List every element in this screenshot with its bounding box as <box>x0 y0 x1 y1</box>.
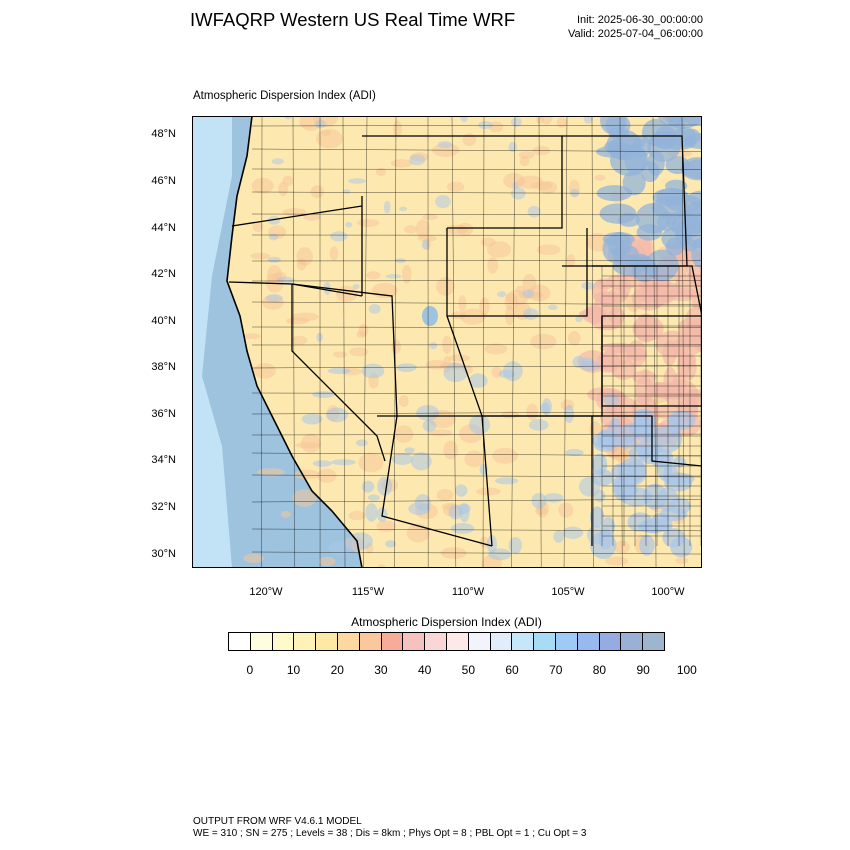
adi-patch <box>281 511 291 518</box>
adi-patch <box>672 213 702 238</box>
adi-patch <box>319 557 336 566</box>
legend-tick-label: 70 <box>549 663 563 677</box>
adi-patch <box>254 363 276 379</box>
legend-tick-label: 50 <box>461 663 476 677</box>
adi-patch <box>422 214 438 220</box>
adi-patch <box>301 433 321 453</box>
legend-colorbar <box>228 632 665 651</box>
adi-patch <box>487 241 511 258</box>
adi-patch <box>463 133 477 146</box>
adi-patch <box>353 284 360 289</box>
adi-patch <box>451 311 467 319</box>
adi-patch <box>501 411 519 418</box>
adi-patch <box>313 460 332 467</box>
adi-patch <box>632 256 657 282</box>
adi-patch <box>330 231 347 241</box>
adi-patch <box>411 452 432 470</box>
adi-patch <box>277 277 295 284</box>
adi-patch <box>312 391 335 398</box>
valid-time: Valid: 2025-07-04_06:00:00 <box>568 28 703 40</box>
adi-patch <box>343 189 351 194</box>
adi-patch <box>250 253 270 260</box>
adi-patch <box>278 182 288 196</box>
legend-swatch <box>229 633 251 650</box>
adi-patch <box>385 274 401 278</box>
adi-patch <box>438 141 453 148</box>
adi-patch <box>268 257 281 263</box>
adi-patch <box>315 120 327 129</box>
adi-patch <box>391 339 401 353</box>
adi-patch <box>311 185 325 198</box>
adi-patch <box>603 232 635 246</box>
latitude-label: 30°N <box>151 548 176 560</box>
latitude-label: 44°N <box>151 222 176 234</box>
adi-patch <box>348 511 365 520</box>
adi-patch <box>316 333 323 342</box>
adi-patch <box>394 425 413 442</box>
legend-swatch <box>447 633 469 650</box>
adi-patch <box>296 247 313 266</box>
legend-tick-label: 90 <box>636 663 650 677</box>
footer-config-line: WE = 310 ; SN = 275 ; Levels = 38 ; Dis = 8km ; Phys Opt = 8 ; PBL Opt = 1 ; Cu Opt = 3 <box>193 828 587 839</box>
adi-patch <box>455 484 468 496</box>
adi-patch <box>531 493 546 509</box>
latitude-label: 42°N <box>151 268 176 280</box>
adi-patch <box>422 306 438 326</box>
adi-patch <box>553 530 564 542</box>
adi-patch <box>357 219 380 227</box>
adi-patch <box>321 130 331 136</box>
adi-patch <box>548 305 557 310</box>
legend-tick-label: 100 <box>676 663 697 677</box>
adi-patch <box>495 477 518 484</box>
adi-patch <box>356 330 365 338</box>
adi-patch <box>286 317 309 324</box>
adi-patch <box>594 175 605 181</box>
adi-patch <box>445 225 469 235</box>
latitude-label: 32°N <box>151 501 176 513</box>
legend-tick-label: 60 <box>505 663 519 677</box>
adi-patch <box>416 405 439 421</box>
adi-patch <box>447 182 465 192</box>
adi-patch <box>376 521 396 533</box>
adi-patch <box>644 382 670 393</box>
adi-patch <box>575 316 583 322</box>
adi-patch <box>326 408 348 423</box>
adi-patch <box>449 354 471 361</box>
adi-patch <box>393 120 402 136</box>
adi-patch <box>557 117 568 128</box>
legend-tick-label: 80 <box>592 663 607 677</box>
longitude-label: 105°W <box>551 586 585 598</box>
adi-patch <box>523 308 539 320</box>
adi-patch <box>639 535 655 556</box>
adi-patch <box>660 517 673 532</box>
adi-patch <box>457 503 470 514</box>
adi-patch <box>429 342 437 349</box>
adi-patch <box>329 541 353 555</box>
legend-tick-label: 0 <box>246 663 254 677</box>
adi-patch <box>243 554 263 563</box>
adi-patch <box>257 468 285 476</box>
legend-swatch <box>360 633 382 650</box>
adi-patch <box>529 419 549 431</box>
adi-patch <box>675 557 688 564</box>
legend-tick-label: 40 <box>417 663 432 677</box>
legend-swatch <box>273 633 295 650</box>
latitude-label: 34°N <box>151 454 176 466</box>
adi-patch <box>404 225 417 233</box>
legend-swatch <box>556 633 578 650</box>
adi-patch <box>680 239 698 251</box>
adi-patch <box>478 121 493 129</box>
adi-patch <box>243 333 260 339</box>
adi-patch <box>302 413 323 424</box>
adi-patch <box>358 453 383 473</box>
adi-patch <box>356 439 368 446</box>
adi-patch <box>435 195 451 208</box>
adi-patch <box>592 432 621 449</box>
adi-patch <box>369 304 381 314</box>
legend-swatch <box>251 633 273 650</box>
adi-patch <box>451 523 474 534</box>
adi-patch <box>672 127 696 148</box>
adi-patch <box>595 278 615 289</box>
legend-swatch <box>403 633 425 650</box>
adi-patch <box>415 494 431 511</box>
adi-patch <box>684 389 699 404</box>
legend-tick-label: 20 <box>330 663 344 677</box>
adi-patch <box>537 244 561 255</box>
latitude-label: 48°N <box>151 128 176 140</box>
legend-swatch <box>469 633 491 650</box>
legend-swatch <box>534 633 556 650</box>
latitude-label: 46°N <box>151 175 176 187</box>
longitude-label: 115°W <box>351 586 385 598</box>
chart-title: IWFAQRP Western US Real Time WRF <box>190 9 516 30</box>
adi-patch <box>366 271 380 279</box>
legend-swatch <box>316 633 338 650</box>
adi-patch <box>509 537 522 554</box>
adi-patch <box>328 368 351 374</box>
adi-patch <box>488 548 511 560</box>
adi-patch <box>568 331 581 346</box>
adi-patch <box>437 489 454 501</box>
adi-patch <box>331 459 356 465</box>
adi-patch <box>266 294 283 302</box>
adi-patch <box>269 234 279 241</box>
adi-patch <box>487 257 498 274</box>
adi-patch <box>349 347 368 356</box>
adi-patch <box>484 344 507 355</box>
legend-title: Atmospheric Dispersion Index (ADI) <box>351 615 542 629</box>
adi-patch <box>511 187 525 199</box>
adi-patch <box>372 283 398 299</box>
adi-patch <box>464 450 484 467</box>
adi-patch <box>558 503 573 518</box>
adi-patch <box>612 477 629 487</box>
adi-patch <box>345 222 352 228</box>
adi-patch <box>602 360 617 371</box>
legend-swatch <box>294 633 316 650</box>
adi-patch <box>469 415 490 435</box>
adi-patch <box>399 207 407 211</box>
adi-patch <box>626 340 647 367</box>
adi-patch <box>348 178 366 184</box>
legend-tick-label: 10 <box>286 663 301 677</box>
adi-patch <box>404 447 414 453</box>
adi-patch <box>523 289 535 298</box>
latitude-label: 40°N <box>151 315 176 327</box>
adi-patch <box>637 224 663 241</box>
legend-swatch <box>338 633 360 650</box>
adi-patch <box>651 425 682 452</box>
legend-swatch <box>643 633 664 650</box>
adi-patch <box>526 403 538 420</box>
adi-patch <box>632 136 651 158</box>
adi-patch <box>399 395 409 407</box>
latitude-label: 36°N <box>151 408 176 420</box>
adi-patch <box>663 462 677 485</box>
legend-swatch <box>578 633 600 650</box>
adi-patch <box>396 363 416 372</box>
init-time: Init: 2025-06-30_00:00:00 <box>577 14 703 26</box>
legend-tick-label: 30 <box>374 663 388 677</box>
adi-patch <box>409 154 425 165</box>
legend-swatch <box>512 633 534 650</box>
adi-patch <box>252 178 274 194</box>
adi-patch <box>530 334 556 349</box>
adi-patch <box>587 525 606 544</box>
latitude-label: 38°N <box>151 361 176 373</box>
adi-patch <box>333 351 347 357</box>
adi-patch <box>384 201 391 214</box>
adi-patch <box>423 420 437 432</box>
adi-patch <box>330 246 339 260</box>
legend-swatch <box>382 633 404 650</box>
adi-patch <box>272 158 284 164</box>
map-subtitle: Atmospheric Dispersion Index (ADI) <box>193 90 376 102</box>
adi-patch <box>634 314 657 343</box>
adi-patch <box>681 355 696 380</box>
adi-patch <box>368 494 380 500</box>
adi-patch <box>497 291 506 297</box>
adi-patch <box>291 336 307 345</box>
adi-patch <box>376 168 386 177</box>
longitude-label: 100°W <box>651 586 685 598</box>
adi-patch <box>294 470 320 480</box>
adi-patch <box>604 394 619 406</box>
adi-patch <box>543 493 563 502</box>
adi-patch <box>512 182 518 189</box>
legend-swatch <box>600 633 622 650</box>
longitude-label: 110°W <box>451 586 485 598</box>
adi-patch <box>632 370 656 384</box>
adi-patch <box>599 203 636 223</box>
adi-patch <box>643 484 667 510</box>
legend-swatch <box>491 633 513 650</box>
adi-patch <box>564 405 574 423</box>
adi-patch <box>443 440 458 459</box>
adi-patch <box>646 281 682 300</box>
adi-patch <box>562 527 583 539</box>
footer-model-line: OUTPUT FROM WRF V4.6.1 MODEL <box>193 816 362 827</box>
legend-swatch <box>621 633 643 650</box>
adi-patch <box>581 282 595 290</box>
adi-patch <box>392 453 413 465</box>
adi-patch <box>377 477 392 496</box>
adi-patch <box>395 258 406 263</box>
longitude-label: 120°W <box>249 586 283 598</box>
legend-swatch <box>425 633 447 650</box>
adi-patch <box>436 277 455 296</box>
adi-patch <box>362 481 374 493</box>
adi-patch <box>586 304 601 324</box>
adi-patch <box>520 156 530 166</box>
adi-map <box>192 116 702 568</box>
adi-patch <box>365 503 377 522</box>
adi-patch <box>528 206 541 218</box>
adi-patch <box>492 448 518 464</box>
